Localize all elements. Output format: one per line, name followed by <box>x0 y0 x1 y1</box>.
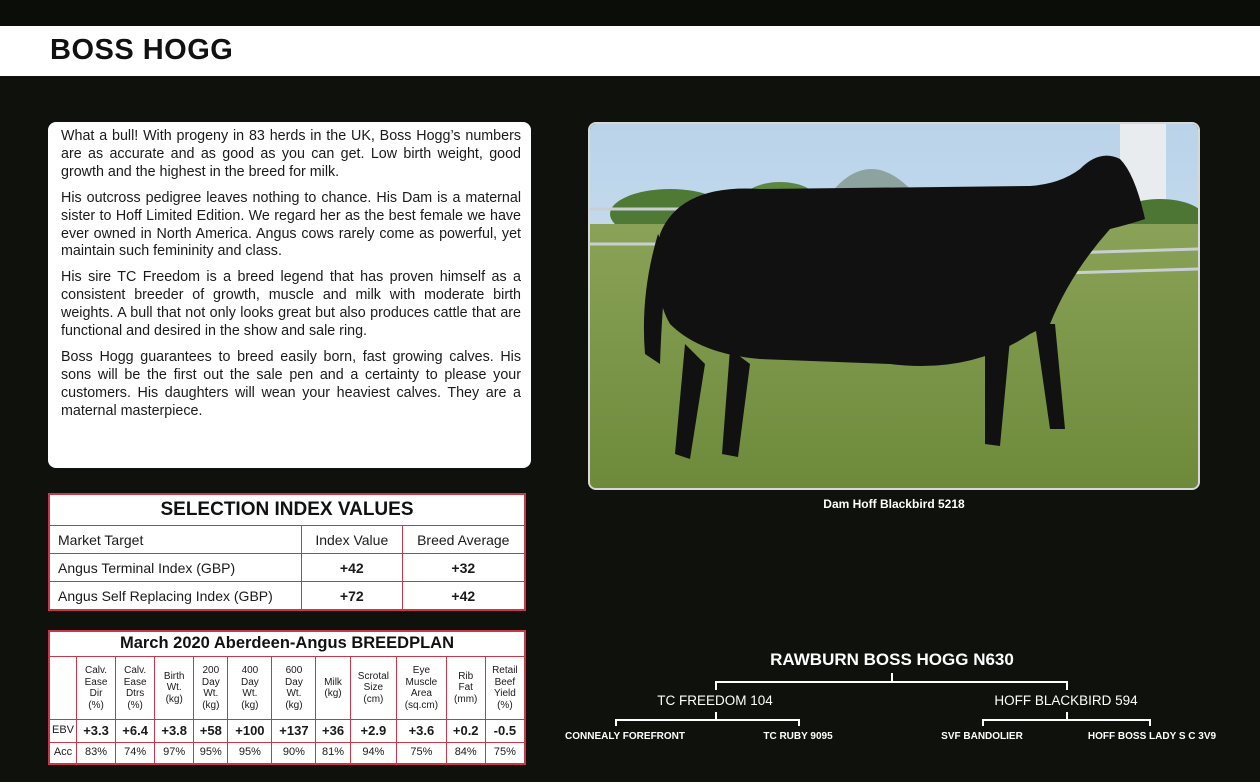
breedplan-column-header <box>272 657 316 720</box>
pedigree-connector <box>715 681 717 690</box>
breedplan-column-header <box>77 657 116 720</box>
header-line: Day <box>285 676 303 688</box>
header-line: Fat <box>458 682 473 694</box>
breedplan-column-header <box>116 657 155 720</box>
ebv-value: +3.3 <box>77 720 116 743</box>
breedplan-column-header <box>228 657 272 720</box>
header-line: (sq.cm) <box>404 699 439 711</box>
header-line: (%) <box>88 699 104 711</box>
acc-value: 74% <box>116 743 155 765</box>
header-line: Dtrs <box>125 688 145 699</box>
acc-value: 75% <box>397 743 447 765</box>
acc-value: 94% <box>350 743 397 765</box>
breedplan-column-header <box>155 657 194 720</box>
title-bar <box>0 26 1260 76</box>
header-line: (kg) <box>241 699 259 711</box>
photo-caption: Dam Hoff Blackbird 5218 <box>823 497 965 511</box>
breedplan-column-header <box>350 657 397 720</box>
pedigree-sire: TC FREEDOM 104 <box>657 693 773 708</box>
acc-value: 81% <box>316 743 350 765</box>
breedplan-column-header <box>316 657 350 720</box>
ebv-value: +137 <box>272 720 316 743</box>
header-line: Area <box>410 688 432 699</box>
header-line: (%) <box>497 699 513 711</box>
header-line: Dir <box>89 688 103 699</box>
selection-index-title: SELECTION INDEX VALUES <box>49 494 525 526</box>
header-line: Yield <box>493 688 516 699</box>
header-line: Milk <box>324 676 342 688</box>
header-line: (kg) <box>165 693 183 705</box>
pedigree-animal: RAWBURN BOSS HOGG N630 <box>770 650 1014 669</box>
dam-photo <box>588 122 1200 490</box>
pedigree-sire-dam: TC RUBY 9095 <box>763 731 833 742</box>
breedplan-column-header <box>485 657 525 720</box>
header-line: (kg) <box>324 688 342 699</box>
header-line: Rib <box>458 670 474 682</box>
header-line: Retail <box>492 665 518 676</box>
page-title: BOSS HOGG <box>50 34 234 66</box>
breedplan-column-header <box>397 657 447 720</box>
pedigree-dam: HOFF BLACKBIRD 594 <box>994 693 1138 708</box>
row-label: Angus Self Replacing Index (GBP) <box>49 582 302 611</box>
header-line: Day <box>201 676 220 688</box>
acc-value: 97% <box>155 743 194 765</box>
acc-row <box>49 743 525 765</box>
ebv-value: +2.9 <box>350 720 397 743</box>
table-row <box>49 554 525 582</box>
description-panel <box>48 122 531 468</box>
breedplan-column-header <box>194 657 228 720</box>
header-line: 400 <box>241 665 259 676</box>
ebv-value: +100 <box>228 720 272 743</box>
breedplan-title: March 2020 Aberdeen-Angus BREEDPLAN <box>49 631 525 657</box>
acc-value: 90% <box>272 743 316 765</box>
acc-value: 84% <box>446 743 485 765</box>
acc-value: 83% <box>77 743 116 765</box>
ebv-value: +6.4 <box>116 720 155 743</box>
ebv-value: +58 <box>194 720 228 743</box>
column-header: Index Value <box>302 526 403 554</box>
header-line: Muscle <box>405 676 438 688</box>
pedigree-connector <box>715 681 1067 683</box>
pedigree-connector <box>615 719 617 726</box>
row-label: Angus Terminal Index (GBP) <box>49 554 302 582</box>
top-strip <box>0 0 1260 26</box>
breed-average: +42 <box>402 582 525 611</box>
header-line: Ease <box>123 676 147 688</box>
ebv-value: +0.2 <box>446 720 485 743</box>
header-line: (cm) <box>363 693 384 705</box>
header-line: Birth <box>163 670 185 682</box>
description-paragraph: Boss Hogg guarantees to breed easily born, fast growing calves. His sons will be the first out the sale pen and a certainty to please your customers. His daughters will wean your heaviest calves. They are a maternal masterpiece. <box>61 348 521 419</box>
index-value: +42 <box>302 554 403 582</box>
header-line: (%) <box>127 699 143 711</box>
blank-cell <box>49 657 77 720</box>
pedigree-connector <box>1149 719 1151 726</box>
cow-photo-illustration <box>590 124 1198 488</box>
breedplan-table <box>48 630 526 765</box>
ebv-value: +36 <box>316 720 350 743</box>
pedigree-connector <box>1066 681 1068 690</box>
ebv-value: +3.6 <box>397 720 447 743</box>
breedplan-column-header <box>446 657 485 720</box>
header-line: 600 <box>285 665 303 676</box>
header-line: Beef <box>494 676 516 688</box>
header-line: (mm) <box>454 693 478 705</box>
header-line: Calv. <box>124 665 147 676</box>
index-value: +72 <box>302 582 403 611</box>
ebv-row <box>49 720 525 743</box>
pedigree-connector <box>798 719 800 726</box>
header-line: Wt. <box>166 682 182 694</box>
column-header: Breed Average <box>402 526 525 554</box>
header-line: Ease <box>84 676 108 688</box>
selection-index-table <box>48 493 526 611</box>
table-row <box>49 582 525 611</box>
header-line: 200 <box>202 665 220 676</box>
header-line: Day <box>241 676 259 688</box>
pedigree-dam-sire: SVF BANDOLIER <box>941 731 1023 742</box>
ebv-value: -0.5 <box>485 720 525 743</box>
pedigree-connector <box>1066 712 1068 719</box>
acc-value: 95% <box>228 743 272 765</box>
pedigree-connector <box>982 719 1150 721</box>
column-header: Market Target <box>49 526 302 554</box>
breed-average: +32 <box>402 554 525 582</box>
breedplan-header-row <box>49 657 525 720</box>
pedigree-dam-dam: HOFF BOSS LADY S C 3V9 <box>1087 731 1217 742</box>
description-paragraph: His sire TC Freedom is a breed legend that has proven himself as a consistent breeder of growth, muscle and milk with moderate birth weights. A bull that not only looks great but also produces cattle that are functional and desired in the show and sale ring. <box>61 269 521 340</box>
header-line: Wt. <box>242 688 258 699</box>
acc-label: Acc <box>49 743 77 765</box>
ebv-label: EBV <box>49 720 77 743</box>
header-line: (kg) <box>285 699 303 711</box>
description-paragraph: His outcross pedigree leaves nothing to chance. His Dam is a maternal sister to Hoff Limited Edition. We regard her as the best female we have ever owned in North America. Angus cows rarely come as powerful, yet maintain such femininity and class. <box>61 189 521 260</box>
header-line: Eye <box>412 665 431 676</box>
header-line: (kg) <box>202 699 220 711</box>
pedigree-sire-sire: CONNEALY FOREFRONT <box>565 731 686 742</box>
pedigree-connector <box>982 719 984 726</box>
header-line: Wt. <box>286 688 302 699</box>
ebv-value: +3.8 <box>155 720 194 743</box>
pedigree-connector <box>715 712 717 719</box>
description-paragraph: What a bull! With progeny in 83 herds in the UK, Boss Hogg’s numbers are as accurate and as good as you can get. Low birth weight, good growth and the highest in the breed for milk. <box>61 128 521 180</box>
pedigree-chart <box>560 640 1250 780</box>
acc-value: 75% <box>485 743 525 765</box>
acc-value: 95% <box>194 743 228 765</box>
header-line: Size <box>363 682 384 694</box>
header-line: Scrotal <box>357 670 389 682</box>
pedigree-connector <box>891 673 893 681</box>
pedigree-connector <box>615 719 799 721</box>
header-line: Calv. <box>85 665 108 676</box>
header-line: Wt. <box>203 688 219 699</box>
